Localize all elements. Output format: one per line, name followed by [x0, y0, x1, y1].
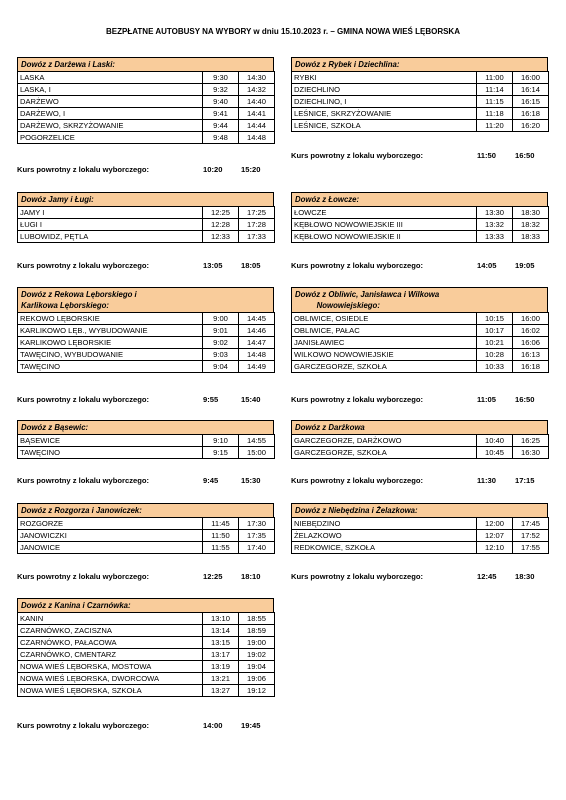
stops-table: [17, 312, 275, 373]
return-time: 18:30: [513, 207, 549, 219]
stop-name: NOWA WIEŚ LĘBORSKA, DWORCOWA: [18, 673, 203, 685]
return-time: 19:04: [239, 661, 275, 673]
stop-name: NOWA WIEŚ LĘBORSKA, MOSTOWA: [18, 661, 203, 673]
table-row: [292, 207, 549, 219]
return-time: 16:20: [513, 120, 549, 132]
return-time-1: 12:45: [477, 572, 497, 581]
stop-name: ŁUGI I: [18, 219, 203, 231]
stops-table: [291, 434, 549, 459]
table-row: [18, 685, 275, 697]
table-row: [18, 637, 275, 649]
return-time: 14:41: [239, 108, 275, 120]
departure-time: 9:10: [203, 435, 239, 447]
return-time-1: 9:55: [203, 395, 219, 404]
return-time: 16:15: [513, 96, 549, 108]
departure-time: 13:15: [203, 637, 239, 649]
table-row: [18, 447, 275, 459]
return-label: Kurs powrotny z lokalu wyborczego:: [17, 165, 150, 174]
departure-time: 9:04: [203, 361, 239, 373]
departure-time: 9:44: [203, 120, 239, 132]
route-block: [291, 192, 548, 243]
departure-time: 9:30: [203, 72, 239, 84]
departure-time: 9:02: [203, 337, 239, 349]
return-time: 16:18: [513, 361, 549, 373]
route-block: [17, 57, 274, 144]
table-row: [292, 231, 549, 243]
route-header: Dowóz z Łowcze:: [291, 192, 548, 206]
stop-name: ROZGORZE: [18, 518, 203, 530]
page-title: BEZPŁATNE AUTOBUSY NA WYBORY w dniu 15.10.2023 r. – GMINA NOWA WIEŚ LĘBORSKA: [106, 27, 460, 36]
return-time: 16:30: [513, 447, 549, 459]
stop-name: KĘBŁOWO NOWOWIEJSKIE III: [292, 219, 477, 231]
route-header: Dowóz z Kanina i Czarnówka:: [17, 598, 274, 612]
stop-name: CZARNÓWKO, CMENTARZ: [18, 649, 203, 661]
return-time-2: 18:05: [241, 261, 261, 270]
stop-name: ŻELAZKOWO: [292, 530, 477, 542]
departure-time: 13:14: [203, 625, 239, 637]
return-line: [17, 261, 274, 272]
return-time: 15:00: [239, 447, 275, 459]
route-header: Dowóz z Rekowa Lęborskiego i Karlikowa Lęborskiego:: [17, 287, 274, 312]
return-time-1: 14:05: [477, 261, 497, 270]
table-row: [292, 349, 549, 361]
departure-time: 13:21: [203, 673, 239, 685]
return-time: 17:33: [239, 231, 275, 243]
stops-table: [17, 612, 275, 697]
departure-time: 9:00: [203, 313, 239, 325]
return-time: 18:59: [239, 625, 275, 637]
return-label: Kurs powrotny z lokalu wyborczego:: [291, 261, 424, 270]
departure-time: 10:45: [477, 447, 513, 459]
departure-time: 13:10: [203, 613, 239, 625]
table-row: [18, 530, 275, 542]
return-time: 14:55: [239, 435, 275, 447]
return-line: [17, 572, 274, 583]
departure-time: 13:32: [477, 219, 513, 231]
table-row: [18, 613, 275, 625]
table-row: [292, 447, 549, 459]
return-time-2: 18:10: [241, 572, 261, 581]
route-header: Dowóz Jamy i Ługi:: [17, 192, 274, 206]
table-row: [18, 72, 275, 84]
stops-table: [291, 206, 549, 243]
stop-name: LUBOWIDZ, PĘTLA: [18, 231, 203, 243]
departure-time: 11:50: [203, 530, 239, 542]
stop-name: DARŻEWO, I: [18, 108, 203, 120]
return-time: 17:52: [513, 530, 549, 542]
return-line: [17, 165, 274, 176]
return-time: 14:40: [239, 96, 275, 108]
return-time-2: 15:40: [241, 395, 261, 404]
departure-time: 12:00: [477, 518, 513, 530]
return-time-2: 18:30: [515, 572, 535, 581]
table-row: [292, 313, 549, 325]
return-time-2: 19:45: [241, 721, 261, 730]
stop-name: KANIN: [18, 613, 203, 625]
stop-name: JANISŁAWIEC: [292, 337, 477, 349]
stop-name: TAWĘCINO: [18, 447, 203, 459]
route-header: Dowóz z Darżkowa: [291, 420, 548, 434]
table-row: [18, 325, 275, 337]
stop-name: KARLIKOWO LĘBORSKIE: [18, 337, 203, 349]
departure-time: 13:30: [477, 207, 513, 219]
return-time: 16:18: [513, 108, 549, 120]
table-row: [18, 120, 275, 132]
departure-time: 13:27: [203, 685, 239, 697]
route-header: Dowóz z Rybek i Dziechlina:: [291, 57, 548, 71]
table-row: [18, 542, 275, 554]
stop-name: DZIECHLINO, I: [292, 96, 477, 108]
departure-time: 11:14: [477, 84, 513, 96]
route-block: [17, 287, 274, 373]
stops-table: [17, 434, 275, 459]
return-time-2: 17:15: [515, 476, 535, 485]
return-time: 16:00: [513, 313, 549, 325]
return-time-1: 11:30: [477, 476, 497, 485]
departure-time: 9:48: [203, 132, 239, 144]
stop-name: DARŻEWO, SKRZYŻOWANIE: [18, 120, 203, 132]
return-time-1: 14:00: [203, 721, 223, 730]
stop-name: CZARNÓWKO, ZACISZNA: [18, 625, 203, 637]
return-time: 17:35: [239, 530, 275, 542]
return-time: 14:47: [239, 337, 275, 349]
return-time: 19:02: [239, 649, 275, 661]
table-row: [18, 435, 275, 447]
departure-time: 9:41: [203, 108, 239, 120]
return-time: 19:06: [239, 673, 275, 685]
stop-name: NOWA WIEŚ LĘBORSKA, SZKOŁA: [18, 685, 203, 697]
table-row: [292, 96, 549, 108]
return-time: 16:02: [513, 325, 549, 337]
return-time: 17:40: [239, 542, 275, 554]
return-line: [17, 395, 274, 406]
route-block: [291, 503, 548, 554]
return-time-1: 10:20: [203, 165, 223, 174]
return-time: 14:32: [239, 84, 275, 96]
return-time-2: 16:50: [515, 395, 535, 404]
return-label: Kurs powrotny z lokalu wyborczego:: [17, 261, 150, 270]
return-time: 14:46: [239, 325, 275, 337]
departure-time: 11:20: [477, 120, 513, 132]
return-time: 17:45: [513, 518, 549, 530]
departure-time: 11:15: [477, 96, 513, 108]
departure-time: 11:00: [477, 72, 513, 84]
route-block: [291, 287, 548, 373]
return-line: [291, 395, 548, 406]
return-time: 14:48: [239, 132, 275, 144]
stops-table: [291, 71, 549, 132]
departure-time: 10:33: [477, 361, 513, 373]
table-row: [18, 96, 275, 108]
stop-name: LEŚNICE, SZKOŁA: [292, 120, 477, 132]
return-label: Kurs powrotny z lokalu wyborczego:: [17, 476, 150, 485]
return-time-2: 15:20: [241, 165, 261, 174]
departure-time: 9:01: [203, 325, 239, 337]
return-time: 16:13: [513, 349, 549, 361]
return-time: 17:25: [239, 207, 275, 219]
return-time-2: 16:50: [515, 151, 535, 160]
table-row: [292, 84, 549, 96]
return-line: [17, 476, 274, 487]
return-time-1: 11:50: [477, 151, 497, 160]
route-block: [291, 420, 548, 459]
stop-name: LEŚNICE, SKRZYŻOWANIE: [292, 108, 477, 120]
stops-table: [291, 517, 549, 554]
stop-name: NIEBĘDZINO: [292, 518, 477, 530]
stop-name: KĘBŁOWO NOWOWIEJSKIE II: [292, 231, 477, 243]
table-row: [292, 337, 549, 349]
table-row: [18, 219, 275, 231]
departure-time: 12:33: [203, 231, 239, 243]
departure-time: 9:15: [203, 447, 239, 459]
departure-time: 10:21: [477, 337, 513, 349]
return-time: 16:00: [513, 72, 549, 84]
return-time: 18:32: [513, 219, 549, 231]
return-time: 14:45: [239, 313, 275, 325]
stops-table: [291, 312, 549, 373]
return-time: 14:44: [239, 120, 275, 132]
table-row: [18, 625, 275, 637]
return-time: 18:33: [513, 231, 549, 243]
stop-name: KARLIKOWO LĘB., WYBUDOWANIE: [18, 325, 203, 337]
table-row: [18, 673, 275, 685]
table-row: [18, 231, 275, 243]
stop-name: JANOWICE: [18, 542, 203, 554]
stop-name: JAMY I: [18, 207, 203, 219]
return-time: 17:55: [513, 542, 549, 554]
return-time: 16:06: [513, 337, 549, 349]
table-row: [18, 207, 275, 219]
return-label: Kurs powrotny z lokalu wyborczego:: [291, 572, 424, 581]
stops-table: [17, 517, 275, 554]
stop-name: GARCZEGORZE, SZKOŁA: [292, 447, 477, 459]
return-line: [291, 151, 548, 162]
stops-table: [17, 71, 275, 144]
route-block: [17, 598, 274, 697]
stop-name: LASKA: [18, 72, 203, 84]
departure-time: 11:18: [477, 108, 513, 120]
stops-table: [17, 206, 275, 243]
departure-time: 13:17: [203, 649, 239, 661]
departure-time: 11:45: [203, 518, 239, 530]
return-time: 14:48: [239, 349, 275, 361]
route-block: [17, 420, 274, 459]
return-time: 19:12: [239, 685, 275, 697]
stop-name: REDKOWICE, SZKOŁA: [292, 542, 477, 554]
stop-name: OBLIWICE, PAŁAC: [292, 325, 477, 337]
return-label: Kurs powrotny z lokalu wyborczego:: [17, 572, 150, 581]
return-line: [17, 721, 274, 732]
stop-name: RYBKI: [292, 72, 477, 84]
return-label: Kurs powrotny z lokalu wyborczego:: [291, 151, 424, 160]
stop-name: JANOWICZKI: [18, 530, 203, 542]
return-line: [291, 261, 548, 272]
table-row: [18, 108, 275, 120]
departure-time: 13:19: [203, 661, 239, 673]
departure-time: 10:40: [477, 435, 513, 447]
stop-name: GARCZEGORZE, SZKOŁA: [292, 361, 477, 373]
departure-time: 13:33: [477, 231, 513, 243]
stop-name: REKOWO LĘBORSKIE: [18, 313, 203, 325]
departure-time: 10:28: [477, 349, 513, 361]
table-row: [18, 313, 275, 325]
table-row: [292, 219, 549, 231]
return-label: Kurs powrotny z lokalu wyborczego:: [17, 721, 150, 730]
table-row: [292, 72, 549, 84]
return-time: 16:14: [513, 84, 549, 96]
route-block: [291, 57, 548, 132]
departure-time: 9:32: [203, 84, 239, 96]
stop-name: OBLIWICE, OSIEDLE: [292, 313, 477, 325]
return-time: 16:25: [513, 435, 549, 447]
stop-name: GARCZEGORZE, DARŻKOWO: [292, 435, 477, 447]
return-line: [291, 476, 548, 487]
departure-time: 9:03: [203, 349, 239, 361]
route-block: [17, 503, 274, 554]
route-block: [17, 192, 274, 243]
table-row: [18, 132, 275, 144]
stop-name: LASKA, I: [18, 84, 203, 96]
departure-time: 12:07: [477, 530, 513, 542]
table-row: [292, 361, 549, 373]
table-row: [292, 325, 549, 337]
table-row: [18, 361, 275, 373]
return-time-2: 15:30: [241, 476, 261, 485]
route-header: Dowóz z Rozgorza i Janowiczek:: [17, 503, 274, 517]
table-row: [18, 337, 275, 349]
return-time-2: 19:05: [515, 261, 535, 270]
return-time-1: 12:25: [203, 572, 223, 581]
table-row: [292, 518, 549, 530]
stop-name: CZARNÓWKO, PAŁACOWA: [18, 637, 203, 649]
return-time: 14:49: [239, 361, 275, 373]
departure-time: 10:15: [477, 313, 513, 325]
stop-name: TAWĘCINO, WYBUDOWANIE: [18, 349, 203, 361]
stop-name: TAWĘCINO: [18, 361, 203, 373]
return-label: Kurs powrotny z lokalu wyborczego:: [291, 395, 424, 404]
return-time-1: 11:05: [477, 395, 497, 404]
departure-time: 12:10: [477, 542, 513, 554]
table-row: [18, 518, 275, 530]
route-header: Dowóz z Niebędzina i Żelazkowa:: [291, 503, 548, 517]
route-header: Dowóz z Obliwic, Janisławca i Wilkowa Nowowiejskiego:: [291, 287, 548, 312]
table-row: [292, 530, 549, 542]
route-header: Dowóz z Darżewa i Laski:: [17, 57, 274, 71]
table-row: [292, 542, 549, 554]
table-row: [292, 120, 549, 132]
table-row: [18, 349, 275, 361]
departure-time: 12:25: [203, 207, 239, 219]
return-time-1: 13:05: [203, 261, 223, 270]
departure-time: 10:17: [477, 325, 513, 337]
table-row: [292, 435, 549, 447]
table-row: [18, 84, 275, 96]
return-time: 17:30: [239, 518, 275, 530]
return-time: 14:30: [239, 72, 275, 84]
stop-name: ŁOWCZE: [292, 207, 477, 219]
return-time: 19:00: [239, 637, 275, 649]
return-label: Kurs powrotny z lokalu wyborczego:: [291, 476, 424, 485]
stop-name: DARŻEWO: [18, 96, 203, 108]
route-header: Dowóz z Bąsewic:: [17, 420, 274, 434]
return-line: [291, 572, 548, 583]
departure-time: 11:55: [203, 542, 239, 554]
return-time-1: 9:45: [203, 476, 219, 485]
table-row: [18, 649, 275, 661]
table-row: [292, 108, 549, 120]
return-label: Kurs powrotny z lokalu wyborczego:: [17, 395, 150, 404]
stop-name: WILKOWO NOWOWIEJSKIE: [292, 349, 477, 361]
stop-name: POGORZELICE: [18, 132, 203, 144]
departure-time: 9:40: [203, 96, 239, 108]
stop-name: BĄSEWICE: [18, 435, 203, 447]
return-time: 18:55: [239, 613, 275, 625]
departure-time: 12:28: [203, 219, 239, 231]
stop-name: DZIECHLINO: [292, 84, 477, 96]
table-row: [18, 661, 275, 673]
return-time: 17:28: [239, 219, 275, 231]
